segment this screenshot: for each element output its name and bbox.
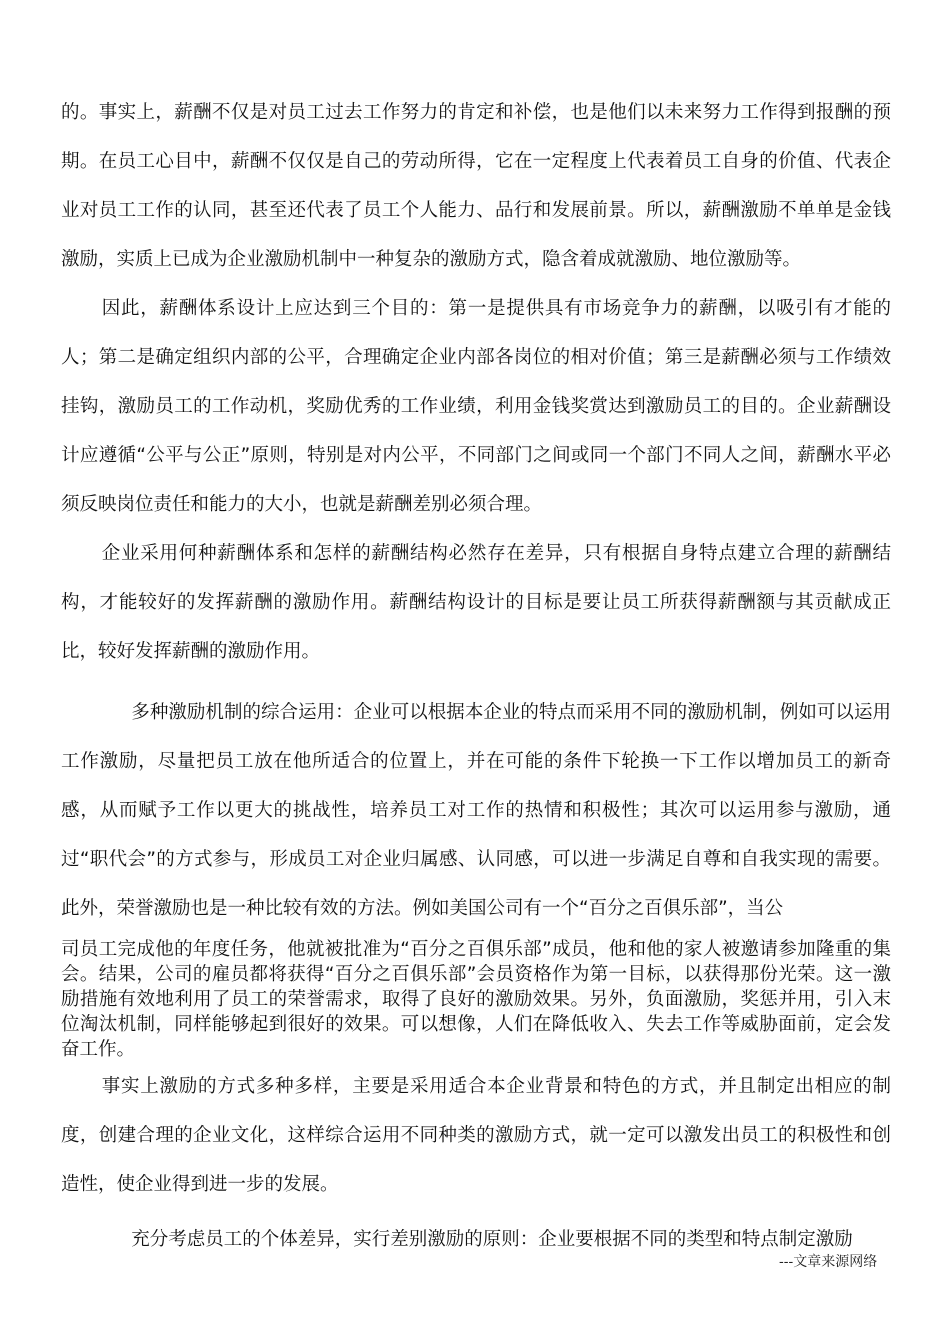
paragraph-2: 因此，薪酬体系设计上应达到三个目的：第一是提供具有市场竞争力的薪酬，以吸引有才能的人；第二是确定组织内部的公平，合理确定企业内部各岗位的相对价值；第三是薪酬必须与工作绩效挂钩，激励员工的工作动机，奖励优秀的工作业绩，利用金钱奖赏达到激励员工的目的。企业薪酬设计应遵循“公平与公正”原则，特别是对内公平，不同部门之间或同一个部门不同人之间，薪酬水平必须反映岗位责任和能力的大小，也就是薪酬差别必须合理。: [61, 298, 891, 515]
paragraph-3: 企业采用何种薪酬体系和怎样的薪酬结构必然存在差异，只有根据自身特点建立合理的薪酬结构，才能较好的发挥薪酬的激励作用。薪酬结构设计的目标是要让员工所获得薪酬额与其贡献成正比，较好发挥薪酬的激励作用。: [61, 543, 891, 662]
source-footer: ---文章来源网络: [779, 1254, 878, 1270]
paragraph-5: 司员工完成他的年度任务，他就被批准为“百分之百俱乐部”成员，他和他的家人被邀请参加隆重的集会。结果，公司的雇员都将获得“百分之百俱乐部”会员资格作为第一目标，以获得那份光荣。这一激励措施有效地利用了员工的荣誉需求，取得了良好的激励效果。另外，负面激励，奖惩并用，引入末位淘汰机制，同样能够起到很好的效果。可以想像，人们在降低收入、失去工作等威胁面前，定会发奋工作。: [61, 939, 891, 1060]
paragraph-4: 多种激励机制的综合运用：企业可以根据本企业的特点而采用不同的激励机制，例如可以运用工作激励，尽量把员工放在他所适合的位置上，并在可能的条件下轮换一下工作以增加员工的新奇感，从而赋予工作以更大的挑战性，培养员工对工作的热情和积极性；其次可以运用参与激励，通过“职代会”的方式参与，形成员工对企业归属感、认同感，可以进一步满足自尊和自我实现的需要。此外，荣誉激励也是一种比较有效的方法。例如美国公司有一个“百分之百俱乐部”，当公: [61, 702, 891, 919]
paragraph-6: 事实上激励的方式多种多样，主要是采用适合本企业背景和特色的方式，并且制定出相应的制度，创建合理的企业文化，这样综合运用不同种类的激励方式，就一定可以激发出员工的积极性和创造性，使企业得到进一步的发展。: [61, 1076, 891, 1195]
document-body: [61, 88, 891, 1264]
paragraph-1: 的。事实上，薪酬不仅是对员工过去工作努力的肯定和补偿，也是他们以未来努力工作得到报酬的预期。在员工心目中，薪酬不仅仅是自己的劳动所得，它在一定程度上代表着员工自身的价值、代表企业对员工工作的认同，甚至还代表了员工个人能力、品行和发展前景。所以，薪酬激励不单单是金钱激励，实质上已成为企业激励机制中一种复杂的激励方式，隐含着成就激励、地位激励等。: [61, 102, 891, 270]
paragraph-7: 充分考虑员工的个体差异，实行差别激励的原则：企业要根据不同的类型和特点制定激励: [131, 1229, 853, 1250]
